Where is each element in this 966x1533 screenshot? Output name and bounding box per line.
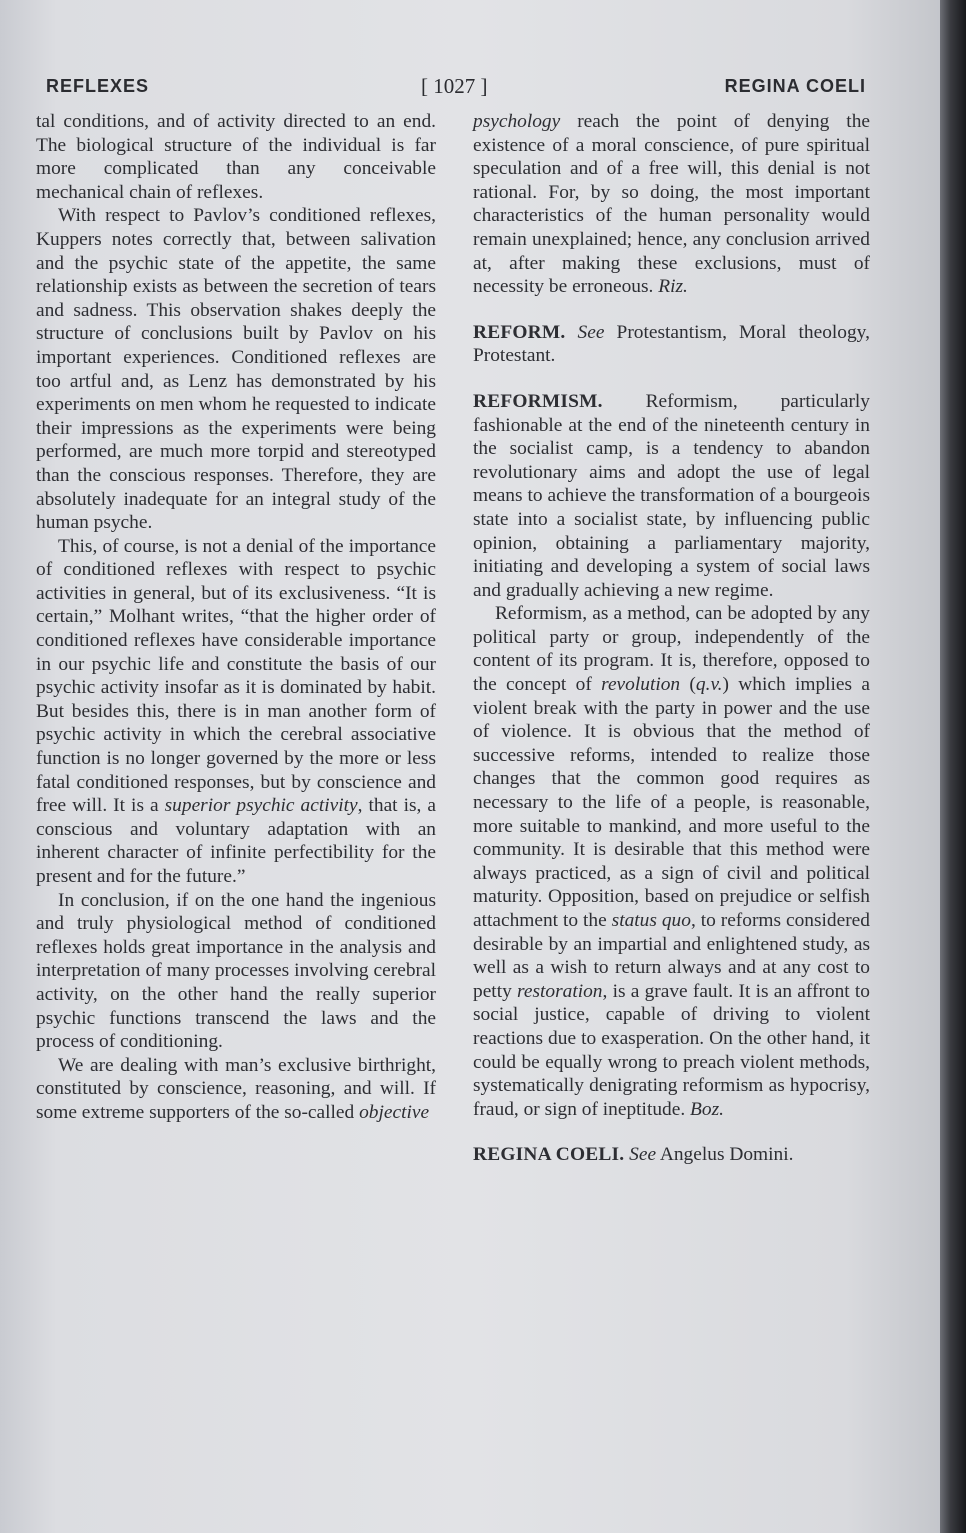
entry-regina-coeli — [473, 1143, 870, 1167]
see-reference-label: See — [629, 1144, 657, 1166]
paragraph-reformism-method: Reformism, as a method, can be adopted by any political party or group, independently of the content of its program. It is, therefore, opposed to the concept of revolution (q.v.) which implies a violent break with the party in power and the use of violence. It is obvious that the method of successive reforms, intended to realize those changes that the common good requires as necessary to the life of a people, is reasonable, more suitable to mankind, and more useful to the community. It is desirable that this method were always practiced, as a sign of civil and political maturity. Opposition, based on prejudice or selfish attachment to the status quo, to reforms considered desirable by an impartial and enlightened study, as well as a wish to return always and at any cost to petty restoration, is a grave fault. It is an affront to social justice, capable of driving to violent reactions due to exasperation. On the other hand, it could be equally wrong to preach violent methods, systematically denigrating reformism as hypocrisy, fraud, or sign of ineptitude. Boz. — [473, 603, 870, 1120]
page-number: [ 1027 ] — [421, 74, 488, 98]
emphasis-qv: q.v. — [695, 674, 723, 696]
cross-references: Angelus Domini. — [659, 1144, 794, 1166]
emphasis-revolution: revolution — [601, 674, 681, 696]
author-signature-riz: Riz. — [658, 276, 688, 298]
headword-reformism: REFORMISM. — [473, 390, 603, 412]
cross-references: Protestantism, Moral theology, Protestant. — [473, 321, 870, 367]
running-head — [46, 74, 866, 104]
paragraph-continued: tal conditions, and of activity directed to an end. The biological structure of the individual is far more complicated than any conceivable mechanical chain of reflexes. — [36, 111, 436, 203]
emphasis-objective: objective — [359, 1101, 430, 1123]
left-column — [36, 110, 436, 1125]
headword-regina-coeli: REGINA COELI. — [473, 1144, 625, 1166]
emphasis-restoration: restoration — [517, 980, 603, 1002]
paragraph-continuation: psychology reach the point of denying the existence of a moral conscience, of pure spiritual speculation and of a free will, this denial is not rational. For, by so doing, the most important characteristics of the human personality would remain unexplained; hence, any conclusion arrived at, after making these exclusions, must of necessity be erroneous. Riz. — [473, 111, 870, 298]
emphasis-superior-psychic-activity: superior psychic activity — [164, 795, 358, 817]
entry-reform — [473, 321, 870, 368]
see-reference-label: See — [577, 321, 605, 343]
right-column — [473, 110, 870, 1167]
paragraph-pavlov: With respect to Pavlov’s conditioned reflexes, Kuppers notes correctly that, between salivation and the psychic state of the appetite, the same relationship exists as between the secretion of tears and sadness. This observation shakes deeply the structure of conclusions built by Pavlov on his important experiences. Conditioned reflexes are too artful and, as Lenz has demonstrated by his experiments on men whom he requested to indicate their impressions as the experiments were being performed, are much more torpid and stereotyped than the conscious responses. Therefore, they are absolutely inadequate for an integral study of the human psyche. — [36, 205, 436, 534]
headword-reform: REFORM. — [473, 321, 566, 343]
paragraph-birthright: We are dealing with man’s exclusive birthright, constituted by conscience, reasoning, and will. If some extreme supporters of the so-called objective — [36, 1054, 436, 1123]
book-page-edge — [940, 0, 966, 1533]
paragraph-molhant: This, of course, is not a denial of the importance of conditioned reflexes with respect to psychic activities in general, but of its exclusiveness. “It is certain,” Molhant writes, “that the higher order of conditioned reflexes have considerable importance in our psychic life and constitute the basis of our psychic activity insofar as it is dominated by habit. But besides this, there is in man another form of psychic activity in which the cerebral associative function is no longer governed by the more or less fatal conditioned responses, but by conscience and free will. It is a superior psychic activity, that is, a conscious and voluntary adaptation with an inherent character of infinite perfectibility for the present and for the future.” — [36, 535, 437, 887]
paragraph-conclusion: In conclusion, if on the one hand the ingenious and truly physiological method of conditioned reflexes holds great importance in the analysis and interpretation of many processes involving cerebral activity, on the other hand the really superior psychic functions transcend the laws and the process of conditioning. — [36, 889, 436, 1053]
emphasis-psychology: psychology — [473, 111, 561, 132]
header-left-guide-word: REFLEXES — [46, 76, 150, 96]
author-signature-boz: Boz. — [690, 1098, 724, 1120]
header-right-guide-word: REGINA COELI — [724, 76, 866, 96]
emphasis-status-quo: status quo — [611, 910, 691, 931]
entry-reformism: REFORMISM. Reformism, particularly fashionable at the end of the nineteenth century in the socialist camp, is a tendency to abandon revolutionary aims and adopt the use of legal means to achieve the transformation of a bourgeois state into a socialist state, by influencing public opinion, obtaining a parliamentary majority, initiating and developing a system of social laws and gradually achieving a new regime. — [473, 390, 870, 601]
